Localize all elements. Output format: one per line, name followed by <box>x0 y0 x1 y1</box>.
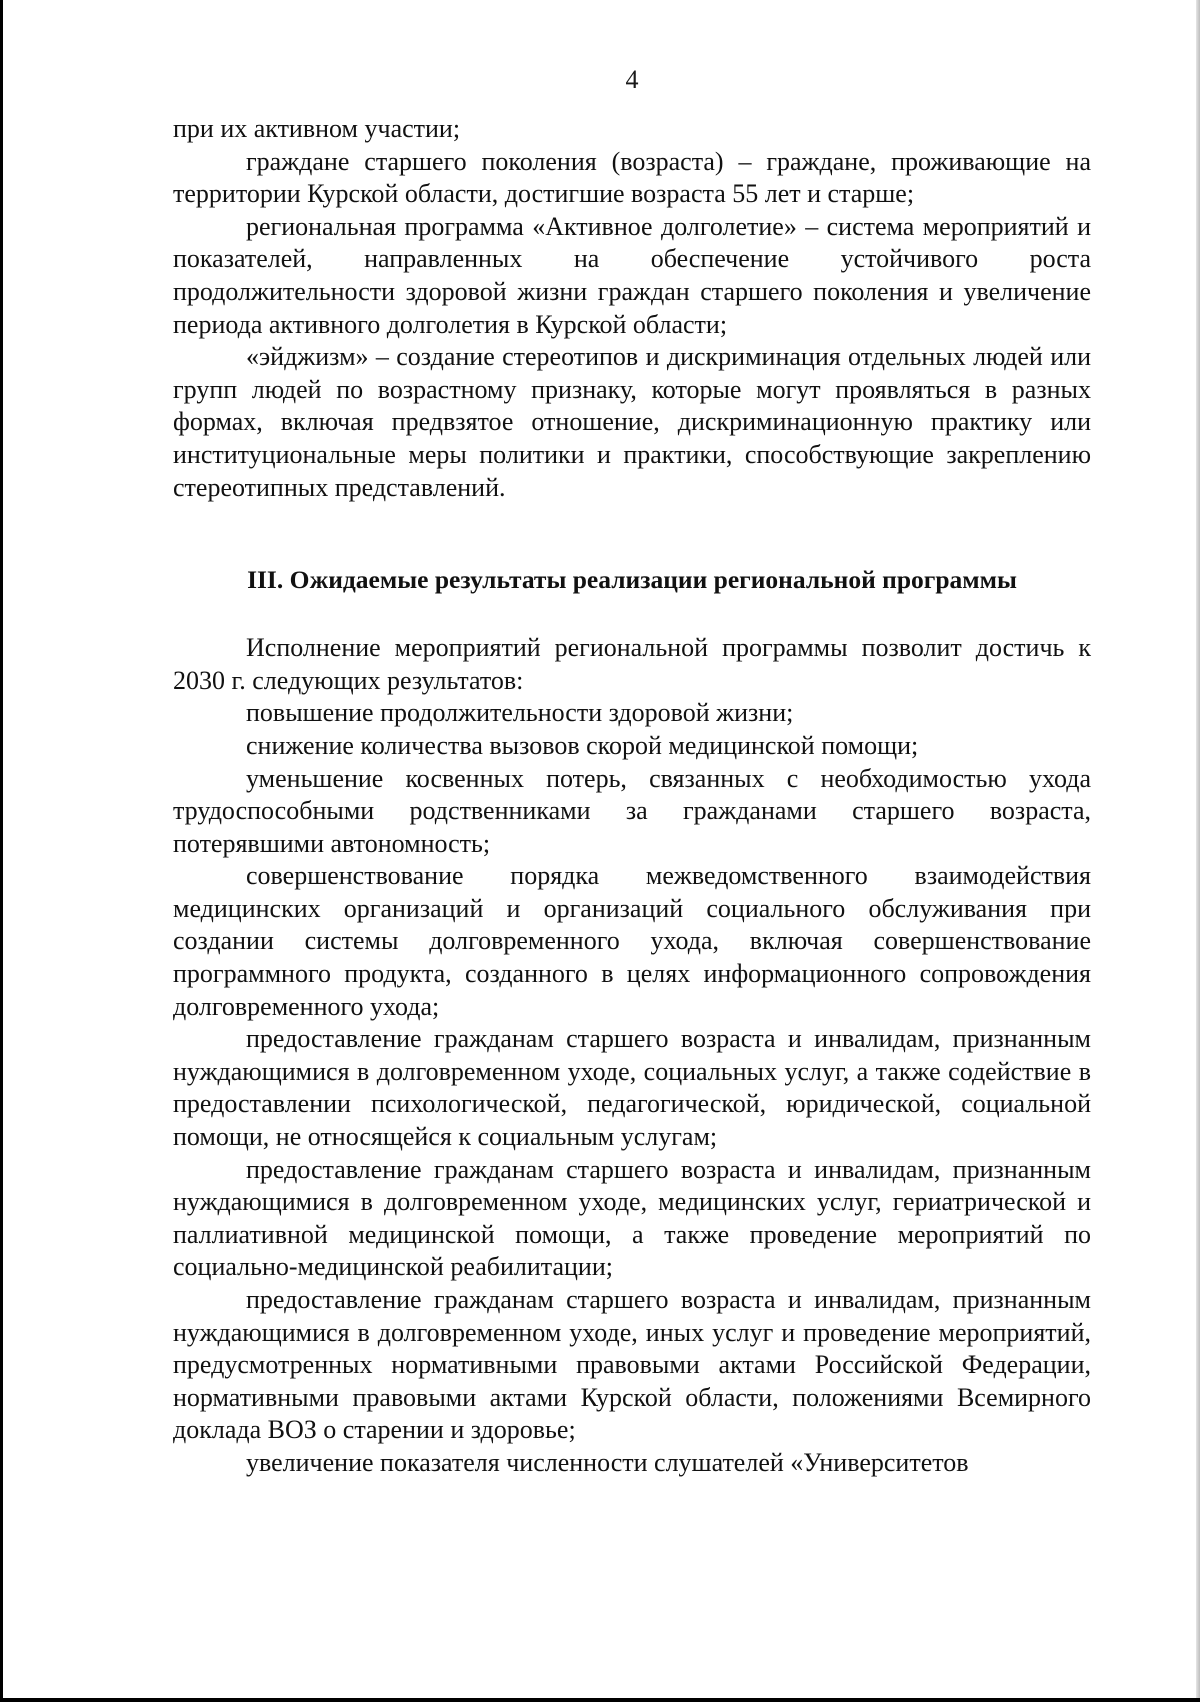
paragraph-continuation: при их активном участии; <box>173 114 461 143</box>
page-number: 4 <box>625 65 639 94</box>
result-item-social-services: предоставление гражданам старшего возраста и инвалидам, признанным нуждающимися в долговременном уходе, социальных услуг, а также содействие в предоставлении психологической, педагогической, юридической, социальной помощи, не относящейся к социальным услугам; <box>173 1024 1091 1152</box>
result-item-other-services: предоставление гражданам старшего возраста и инвалидам, признанным нуждающимися в долговременном уходе, иных услуг и проведение мероприятий, предусмотренных нормативными правовыми актами Российской Федерации, нормативными правовыми актами Курской области, положениями Всемирного доклада ВОЗ о старении и здоровье; <box>173 1285 1091 1445</box>
scan-left-edge <box>0 0 3 1702</box>
paragraph-definition-regional-program: региональная программа «Активное долголетие» – система мероприятий и показателей, направленных на обеспечение устойчивого роста продолжительности здоровой жизни граждан старшего поколения и увеличение периода активного долголетия в Курской области; <box>173 211 1091 339</box>
result-item-indirect-losses: уменьшение косвенных потерь, связанных с необходимостью ухода трудоспособными родственниками за гражданами старшего возраста, потерявшими автономность; <box>173 763 1091 858</box>
paragraph-intro: Исполнение мероприятий региональной программы позволит достичь к 2030 г. следующих результатов: <box>173 633 1091 695</box>
scan-right-edge <box>1196 0 1200 1702</box>
paragraph-definition-ageism: «эйджизм» – создание стереотипов и дискриминация отдельных людей или групп людей по возрастному признаку, которые могут проявляться в разных формах, включая предвзятое отношение, дискриминационную практику или институциональные меры политики и практики, способствующие закреплению стереотипных представлений. <box>173 342 1091 502</box>
section-heading: III. Ожидаемые результаты реализации региональной программы <box>247 565 1017 595</box>
result-item-ambulance-calls: снижение количества вызовов скорой медицинской помощи; <box>246 730 919 760</box>
result-item-healthy-life: повышение продолжительности здоровой жизни; <box>246 698 794 728</box>
paragraph-definition-senior-citizens: граждане старшего поколения (возраста) – граждане, проживающие на территории Курской области, достигшие возраста 55 лет и старше; <box>173 146 1091 209</box>
document-body <box>173 113 1091 1480</box>
result-item-universities: увеличение показателя численности слушателей «Университетов <box>246 1447 969 1477</box>
result-item-medical-services: предоставление гражданам старшего возраста и инвалидам, признанным нуждающимися в долговременном уходе, медицинских услуг, гериатрической и паллиативной медицинской помощи, а также проведение мероприятий по социально-медицинской реабилитации; <box>173 1154 1091 1282</box>
result-item-interagency: совершенствование порядка межведомственного взаимодействия медицинских организаций и организаций социального обслуживания при создании системы долговременного ухода, включая совершенствование программного продукта, созданного в целях информационного сопровождения долговременного ухода; <box>173 861 1091 1021</box>
scan-bottom-edge <box>0 1698 1200 1702</box>
